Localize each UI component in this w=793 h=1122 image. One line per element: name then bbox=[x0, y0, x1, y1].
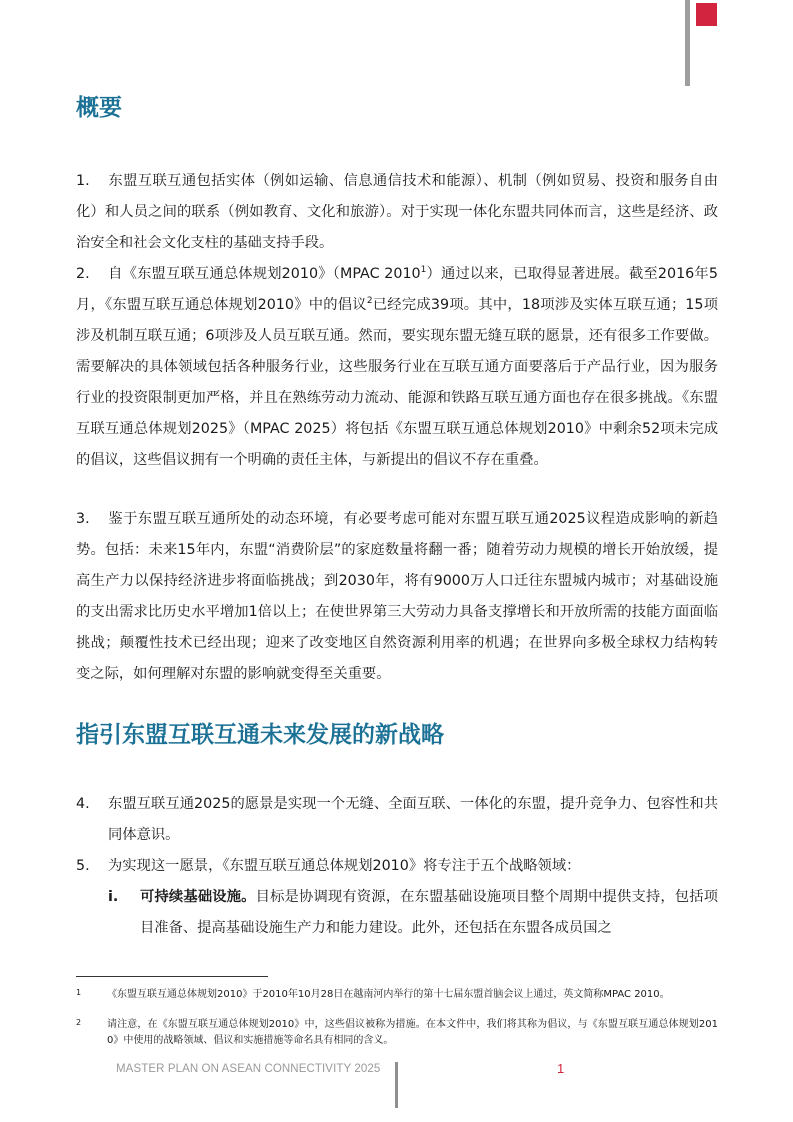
sub-item-number: i. bbox=[108, 889, 119, 905]
footnote-1 bbox=[76, 987, 718, 1003]
paragraph-text: ）通过以来，已取得显著进展。截至2016年5月，《东盟互联互通总体规划2010》中的倡议 bbox=[76, 266, 718, 313]
header-rule bbox=[685, 0, 690, 86]
item-text: 东盟互联互通2025的愿景是实现一个无缝、全面互联、一体化的东盟，提升竞争力、包容性和共同体意识。 bbox=[108, 796, 718, 843]
footnote-number: 2 bbox=[76, 1018, 82, 1027]
paragraph-text: 自《东盟互联互通总体规划2010》（MPAC 2010 bbox=[108, 266, 421, 282]
paragraph-text: 东盟互联互通包括实体（例如运输、信息通信技术和能源）、机制（例如贸易、投资和服务自由化）和人员之间的联系（例如教育、文化和旅游）。对于实现一体化东盟共同体而言，这些是经济、政治安全和社会文化支柱的基础支持手段。 bbox=[76, 173, 718, 251]
page-number: 1 bbox=[557, 1061, 565, 1076]
paragraph-number: 3. bbox=[76, 511, 90, 527]
item-number: 5. bbox=[76, 858, 90, 874]
paragraph-1 bbox=[76, 166, 718, 259]
footnote-text: 《东盟互联互通总体规划2010》于2010年10月28日在越南河内举行的第十七届东盟首脑会议上通过，英文简称MPAC 2010。 bbox=[107, 989, 670, 1000]
footnote-number: 1 bbox=[76, 988, 82, 997]
sub-item-i bbox=[108, 882, 718, 944]
paragraph-3 bbox=[76, 504, 718, 690]
item-text: 为实现这一愿景，《东盟互联互通总体规划2010》将专注于五个战略领域： bbox=[108, 858, 581, 874]
paragraph-text: 鉴于东盟互联互通所处的动态环境，有必要考虑可能对东盟互联互通2025议程造成影响的新趋势。包括：未来15年内，东盟“消费阶层”的家庭数量将翻一番；随着劳动力规模的增长开始放缓，提高生产力以保持经济进步将面临挑战；到2030年，将有9000万人口迁往东盟城内城市；对基础设施的支出需求比历史水平增加1倍以上；在使世界第三大劳动力具备支撑增长和开放所需的技能方面面临挑战；颠覆性技术已经出现；迎来了改变地区自然资源利用率的机遇；在世界向多极全球权力结构转变之际，如何理解对东盟的影响就变得至关重要。 bbox=[76, 511, 718, 682]
paragraph-number: 1. bbox=[76, 173, 90, 189]
list-item-5 bbox=[76, 851, 718, 882]
section-title-summary: 概要 bbox=[76, 95, 122, 121]
footnote-2 bbox=[76, 1017, 718, 1048]
item-number: 4. bbox=[76, 796, 90, 812]
footnote-text: 请注意，在《东盟互联互通总体规划2010》中，这些倡议被称为措施。在本文件中，我们将其称为倡议，与《东盟互联互通总体规划2010》中使用的战略领域、倡议和实施措施等命名具有相同的含义。 bbox=[107, 1019, 718, 1046]
paragraph-2 bbox=[76, 259, 718, 476]
footnote-ref-2[interactable]: 2 bbox=[366, 296, 373, 306]
footer-divider bbox=[395, 1062, 398, 1108]
footnote-divider bbox=[76, 976, 268, 977]
footer-title: MASTER PLAN ON ASEAN CONNECTIVITY 2025 bbox=[116, 1063, 381, 1075]
paragraph-text: 已经完成39项。其中，18项涉及实体互联互通；15项涉及机制互联互通；6项涉及人员互联互通。然而，要实现东盟无缝互联的愿景，还有很多工作要做。需要解决的具体领域包括各种服务行业，这些服务行业在互联互通方面要落后于产品行业，因为服务行业的投资限制更加严格，并且在熟练劳动力流动、能源和铁路互联互通方面也存在很多挑战。《东盟互联互通总体规划2025》（MPAC 2025）将包括《东盟互联互通总体规划2010》中剩余52项未完成的倡议，这些倡议拥有一个明确的责任主体，与新提出的倡议不存在重叠。 bbox=[76, 297, 718, 468]
sub-item-bold-heading: 可持续基础设施。 bbox=[140, 889, 256, 905]
section-title-strategy: 指引东盟互联互通未来发展的新战略 bbox=[76, 722, 444, 748]
list-item-4 bbox=[76, 789, 718, 851]
paragraph-number: 2. bbox=[76, 266, 90, 282]
footnote-ref-1[interactable]: 1 bbox=[420, 265, 427, 275]
header-accent-mark bbox=[696, 3, 717, 26]
sub-item-text: 目标是协调现有资源，在东盟基础设施项目整个周期中提供支持，包括项目准备、提高基础设施生产力和能力建设。此外，还包括在东盟各成员国之 bbox=[140, 889, 719, 936]
